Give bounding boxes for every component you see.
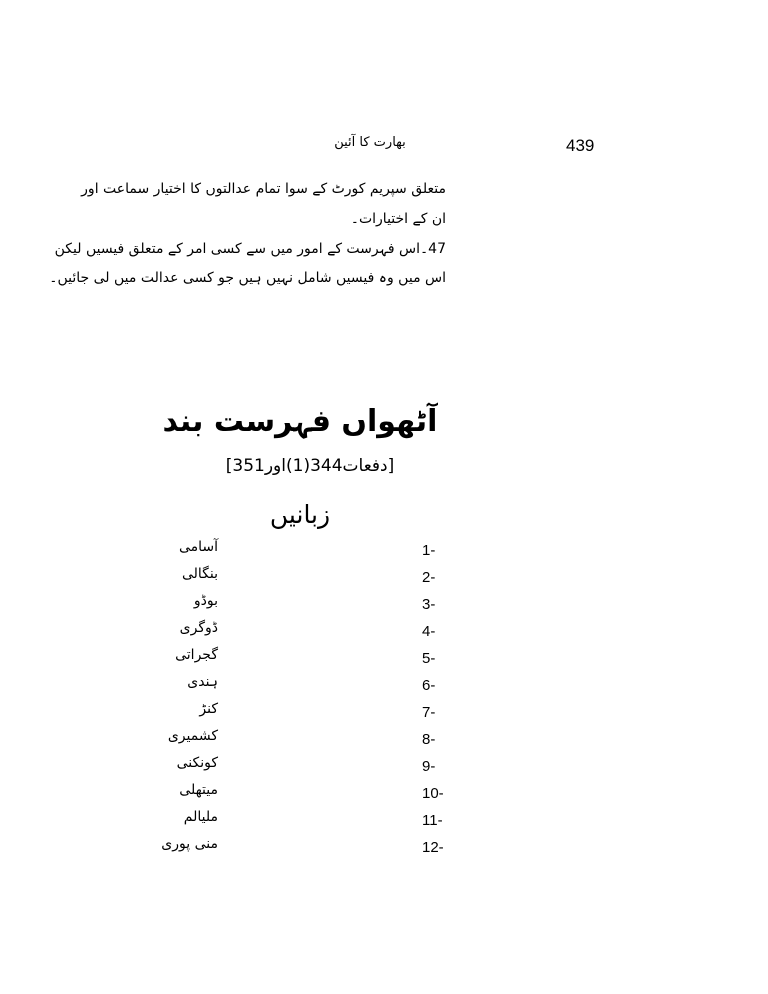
item-number: 3- (422, 596, 436, 613)
item-number: 8- (422, 731, 436, 748)
language-name: کشمیری (167, 728, 218, 744)
item-number: 11- (422, 812, 443, 829)
running-title: بھارت کا آئین (334, 135, 406, 150)
language-name: بوڈو (193, 593, 218, 609)
language-name: بنگالی (181, 566, 218, 582)
item-number: 4- (422, 623, 436, 640)
language-name: ڈوگری (179, 620, 218, 636)
schedule-articles (180, 456, 440, 476)
page-number: 439 (566, 136, 595, 155)
list-item (0, 618, 768, 645)
list-item (0, 537, 768, 564)
item-number: 12- (422, 839, 444, 856)
language-name: ہندی (187, 674, 218, 690)
intro-line-2: ان کے اختیارات۔ (350, 211, 446, 227)
list-item (0, 564, 768, 591)
item-number: 1- (422, 542, 436, 559)
language-name: منی پوری (161, 836, 218, 852)
list-item (0, 699, 768, 726)
item-number: 10- (422, 785, 444, 802)
language-name: کنڑ (199, 701, 218, 717)
language-name: کونکنی (176, 755, 218, 771)
list-item (0, 591, 768, 618)
intro-line-3: 47۔اس فہرست کے امور میں سے کسی امر کے متعلق فیسیں لیکن (54, 241, 446, 257)
language-name: میتھلی (179, 782, 218, 798)
list-item (0, 753, 768, 780)
articles-text: [دفعات344(1)اور351] (225, 456, 395, 476)
language-name: گجراتی (175, 647, 218, 663)
list-item (0, 834, 768, 861)
list-item (0, 780, 768, 807)
item-number: 9- (422, 758, 436, 775)
list-item (0, 645, 768, 672)
schedule-title: آٹھواں فہرست بند (162, 404, 438, 439)
intro-line-1: متعلق سپریم کورٹ کے سوا تمام عدالتوں کا اختیار سماعت اور (81, 181, 446, 197)
item-number: 6- (422, 677, 436, 694)
languages-list (0, 537, 768, 861)
item-number: 5- (422, 650, 436, 667)
list-item (0, 807, 768, 834)
language-name: ملیالم (183, 809, 218, 825)
list-item (0, 672, 768, 699)
item-number: 7- (422, 704, 436, 721)
list-item (0, 726, 768, 753)
languages-heading: زبانیں (269, 500, 331, 529)
intro-line-4: اس میں وہ فیسیں شامل نہیں ہیں جو کسی عدالت میں لی جائیں۔ (49, 270, 446, 286)
item-number: 2- (422, 569, 436, 586)
language-name: آسامی (178, 539, 218, 555)
